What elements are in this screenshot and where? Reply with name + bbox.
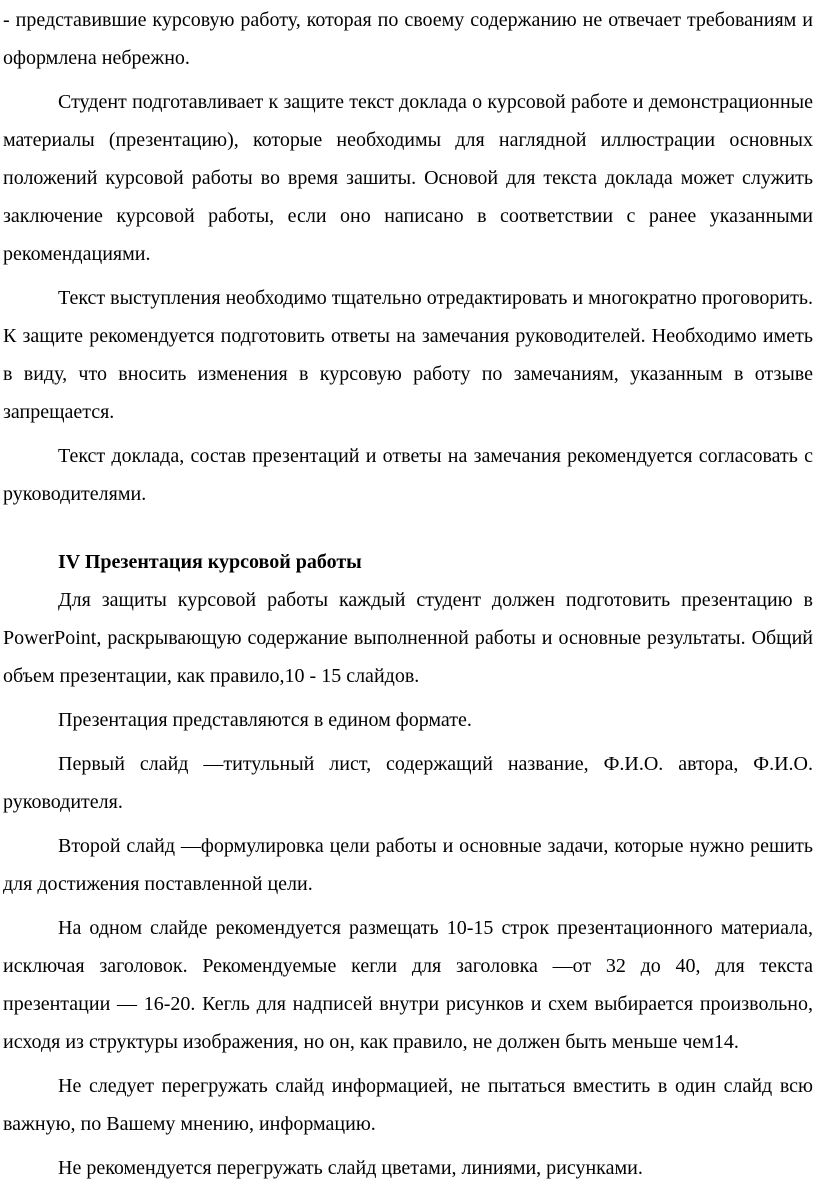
paragraph-report-preparation: Студент подготавливает к защите текст доклада о курсовой работе и демонстрационные материалы (презентацию), которые необходимы для наглядной иллюстрации основных положений курсовой работы во время зашиты. Основой для текста доклада может служить заключение курсовой работы, если оно написано в соответствии с ранее указанными рекомендациями. — [3, 91, 813, 265]
section-heading: IV Презентация курсовой работы — [58, 551, 362, 573]
paragraph-unsatisfactory-criteria: - представившие курсовую работу, которая по своему содержанию не отвечает требованиям и оформлена небрежно. — [3, 9, 813, 69]
paragraph-presentation-requirement: Для защиты курсовой работы каждый студент должен подготовить презентацию в PowerPoint, раскрывающую содержание выполненной работы и основные результаты. Общий объем презентации, как правило,10 - 15 слайдов. — [3, 589, 813, 687]
paragraph-agreement: Текст доклада, состав презентаций и ответы на замечания рекомендуется согласовать с руководителями. — [3, 445, 813, 505]
paragraph-visual-overload: Не рекомендуется перегружать слайд цветами, линиями, рисунками. — [58, 1157, 643, 1179]
section-spacer — [3, 513, 813, 543]
paragraph-unified-format: Презентация представляются в едином формате. — [58, 709, 472, 731]
paragraph-second-slide: Второй слайд —формулировка цели работы и основные задачи, которые нужно решить для достижения поставленной цели. — [3, 835, 813, 895]
paragraph-speech-editing: Текст выступления необходимо тщательно отредактировать и многократно проговорить. К защите рекомендуется подготовить ответы на замечания руководителей. Необходимо иметь в виду, что вносить изменения в курсовую работу по замечаниям, указанным в отзыве запрещается. — [3, 287, 813, 423]
paragraph-information-overload: Не следует перегружать слайд информацией, не пытаться вместить в один слайд всю важную, по Вашему мнению, информацию. — [3, 1075, 813, 1135]
paragraph-first-slide: Первый слайд —титульный лист, содержащий название, Ф.И.О. автора, Ф.И.О. руководителя. — [3, 753, 813, 813]
paragraph-font-sizes: На одном слайде рекомендуется размещать 10-15 строк презентационного материала, исключая заголовок. Рекомендуемые кегли для заголовка —от 32 до 40, для текста презентации — 16-20. Кегль для надписей внутри рисунков и схем выбирается произвольно, исходя из структуры изображения, но он, как правило, не должен быть меньше чем14. — [3, 917, 813, 1053]
